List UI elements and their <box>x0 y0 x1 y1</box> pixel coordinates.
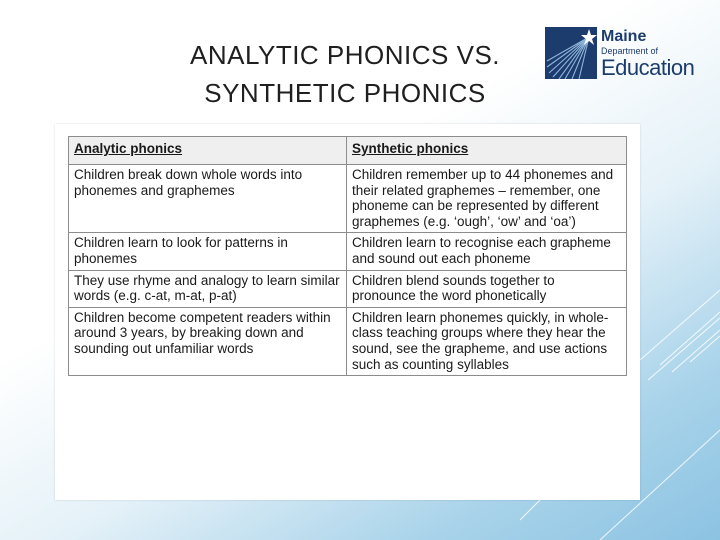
table-cell-analytic: Children break down whole words into phonemes and graphemes <box>69 165 347 233</box>
phonics-comparison-table <box>68 136 627 376</box>
slide-title-line-1: ANALYTIC PHONICS VS. <box>189 40 501 70</box>
table-row <box>69 307 627 375</box>
slide-title-line-2: SYNTHETIC PHONICS <box>204 78 486 108</box>
table-cell-synthetic: Children remember up to 44 phonemes and their related graphemes – remember, one phoneme can be represented by different graphemes (e.g. ‘ough’, ‘ow’ and ‘oa’) <box>347 165 627 233</box>
column-header-analytic: Analytic phonics <box>69 137 347 165</box>
logo-education-text: Education <box>601 55 695 80</box>
logo-maine-text: Maine <box>601 28 647 45</box>
table-row <box>69 270 627 307</box>
maine-doe-logo <box>545 27 695 81</box>
table-row <box>69 233 627 270</box>
table-cell-analytic: They use rhyme and analogy to learn similar words (e.g. c-at, m-at, p-at) <box>69 270 347 307</box>
table-cell-synthetic: Children learn phonemes quickly, in whole-class teaching groups where they hear the sound, see the grapheme, and use actions such as counting syllables <box>347 307 627 375</box>
table-row <box>69 165 627 233</box>
slide-title <box>150 36 540 112</box>
table-cell-synthetic: Children blend sounds together to pronounce the word phonetically <box>347 270 627 307</box>
table-cell-analytic: Children become competent readers within around 3 years, by breaking down and sounding out unfamiliar words <box>69 307 347 375</box>
comparison-table-card <box>55 124 640 500</box>
column-header-synthetic: Synthetic phonics <box>347 137 627 165</box>
table-header-row <box>69 137 627 165</box>
star-rays-logo-icon <box>545 27 597 79</box>
table-cell-analytic: Children learn to look for patterns in phonemes <box>69 233 347 270</box>
table-cell-synthetic: Children learn to recognise each grapheme and sound out each phoneme <box>347 233 627 270</box>
logo-department-text: Department of <box>601 46 659 56</box>
